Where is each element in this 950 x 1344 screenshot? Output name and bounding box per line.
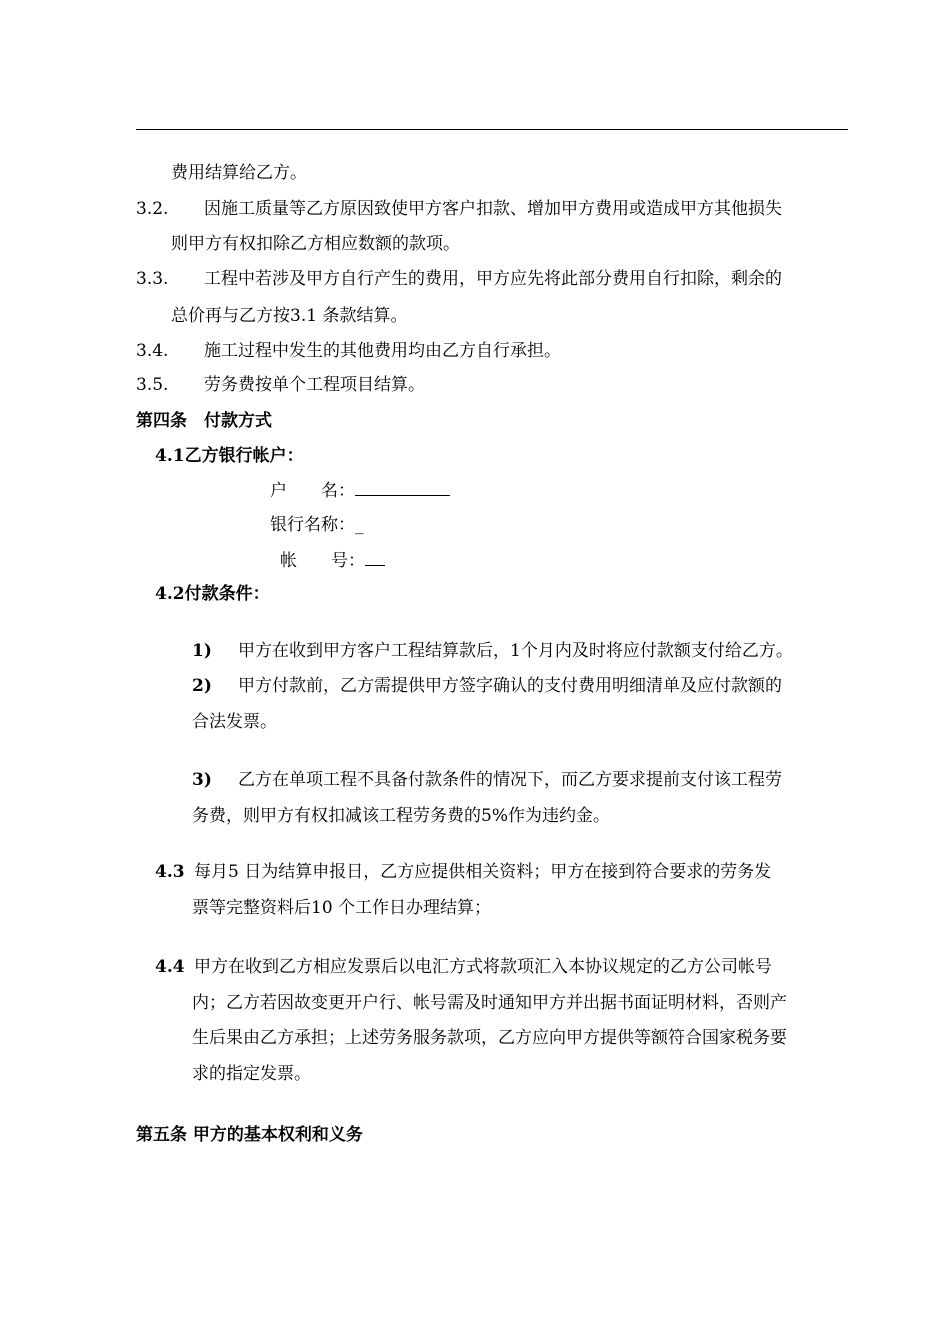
clause-3-2-line1: 因施工质量等乙方原因致使甲方客户扣款、增加甲方费用或造成甲方其他损失 — [204, 199, 782, 219]
account-number-label: 帐 号： — [280, 551, 365, 571]
article-5-heading: 第五条 甲方的基本权利和义务 — [136, 1125, 363, 1145]
clause-3-2-line2: 则甲方有权扣除乙方相应数额的款项。 — [171, 234, 460, 254]
clause-3-4-text: 施工过程中发生的其他费用均由乙方自行承担。 — [204, 341, 561, 361]
top-fragment: 费用结算给乙方。 — [171, 163, 307, 183]
clause-3-4-number: 3.4. — [136, 341, 169, 361]
account-number-row — [280, 549, 385, 572]
section-4-4-line3: 生后果由乙方承担；上述劳务服务款项，乙方应向甲方提供等额符合国家税务要 — [192, 1028, 787, 1048]
account-name-row — [270, 479, 450, 502]
clause-3-3-line2: 总价再与乙方按3.1 条款结算。 — [171, 306, 408, 326]
clause-3-3-line1: 工程中若涉及甲方自行产生的费用，甲方应先将此部分费用自行扣除，剩余的 — [204, 269, 782, 289]
section-4-3-line2: 票等完整资料后10 个工作日办理结算； — [192, 898, 492, 918]
condition-3-marker: 3) — [192, 770, 212, 790]
condition-2-line1: 甲方付款前，乙方需提供甲方签字确认的支付费用明细清单及应付款额的 — [238, 676, 782, 696]
bank-name-value: _ — [355, 515, 364, 535]
section-4-2-title: 4.2付款条件： — [155, 584, 270, 604]
section-4-3-line1: 每月5 日为结算申报日，乙方应提供相关资料；甲方在接到符合要求的劳务发 — [194, 862, 772, 882]
section-4-4-line2: 内；乙方若因故变更开户行、帐号需及时通知甲方并出据书面证明材料，否则产 — [192, 993, 787, 1013]
bank-name-label: 银行名称： — [270, 515, 355, 535]
bank-name-row — [270, 514, 364, 536]
condition-3-line1: 乙方在单项工程不具备付款条件的情况下，而乙方要求提前支付该工程劳 — [238, 770, 782, 790]
section-4-1-title: 4.1乙方银行帐户： — [155, 446, 304, 466]
clause-3-3-number: 3.3. — [136, 269, 169, 289]
header-rule — [136, 129, 848, 130]
clause-3-5-number: 3.5. — [136, 375, 169, 395]
account-name-label: 户 名： — [270, 481, 355, 501]
section-4-3-number: 4.3 — [155, 862, 185, 882]
clause-3-5-text: 劳务费按单个工程项目结算。 — [204, 375, 425, 395]
article-4-heading: 第四条 付款方式 — [136, 411, 272, 431]
account-number-blank — [365, 549, 385, 566]
condition-2-line2: 合法发票。 — [192, 712, 277, 732]
condition-2-marker: 2) — [192, 676, 212, 696]
section-4-4-line4: 求的指定发票。 — [192, 1064, 311, 1084]
section-4-4-number: 4.4 — [155, 957, 185, 977]
section-4-4-line1: 甲方在收到乙方相应发票后以电汇方式将款项汇入本协议规定的乙方公司帐号 — [194, 957, 772, 977]
clause-3-2-number: 3.2. — [136, 199, 169, 219]
condition-1-text: 甲方在收到甲方客户工程结算款后，1个月内及时将应付款额支付给乙方。 — [238, 641, 793, 661]
condition-1-marker: 1) — [192, 641, 212, 661]
condition-3-line2: 务费，则甲方有权扣减该工程劳务费的5%作为违约金。 — [192, 806, 610, 826]
account-name-blank — [355, 479, 450, 496]
